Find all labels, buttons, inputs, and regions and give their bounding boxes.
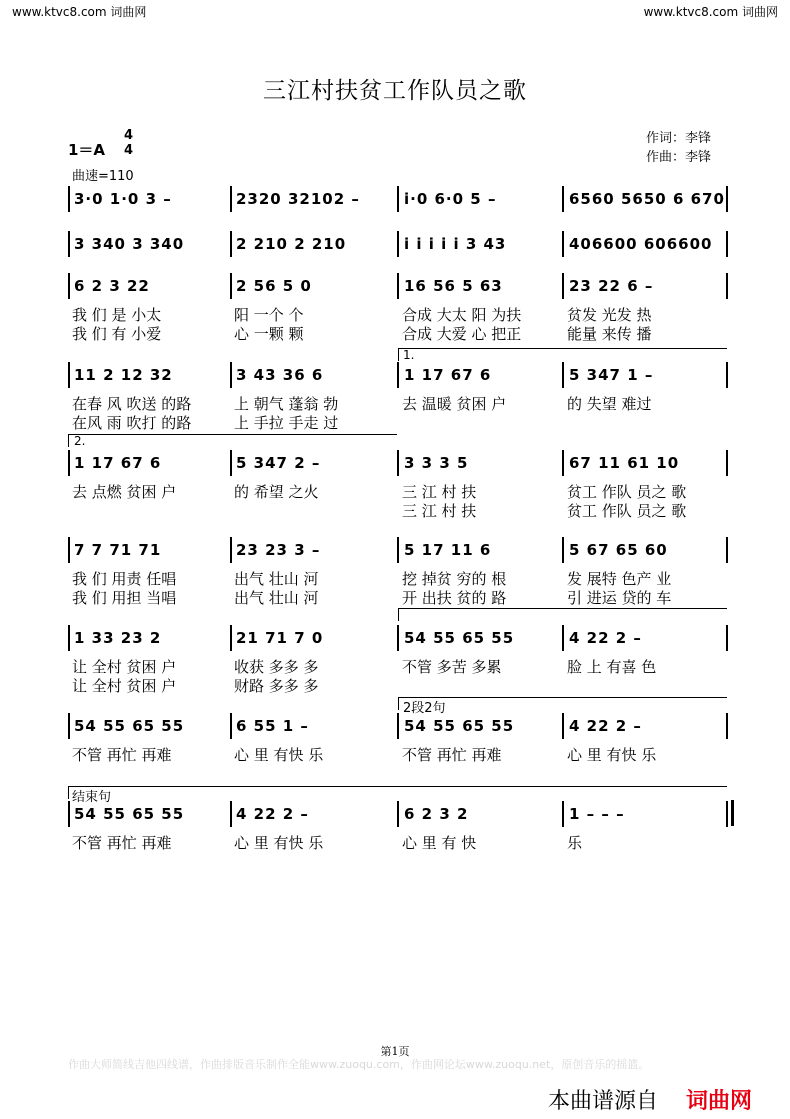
measure-notes: 6560 5650 6 670 [569,190,725,208]
lyric-line-2: 开 出扶 贫的 路 [402,589,507,607]
lyric-line-2: 我 们 有 小爱 [72,325,162,343]
measure-notes: 3 43 36 6 [236,366,324,384]
volta-bracket-final [68,786,727,799]
lyric-line-1: 不管 再忙 再难 [72,834,172,852]
lyric-line-1: 不管 再忙 再难 [402,746,502,764]
measure-notes: 2 56 5 0 [236,277,312,295]
volta-label-1: 1. [403,348,415,362]
barline [68,186,70,212]
barline [68,625,70,651]
measure-notes: 7 7 71 71 [74,541,162,559]
measure-notes: 4 22 2 – [236,805,309,823]
measure-notes: 3 3 3 5 [404,454,469,472]
measure-notes: 5 67 65 60 [569,541,668,559]
lyric-line-1: 收获 多多 多 [234,658,319,676]
lyric-line-2: 财路 多多 多 [234,677,319,695]
lyric-line-1: 的 失望 难过 [567,395,652,413]
lyric-line-1: 心 里 有快 乐 [567,746,657,764]
site-url-right[interactable]: www.ktvc8.com 词曲网 [643,5,778,19]
measure-notes: 3 340 3 340 [74,235,185,253]
lyric-line-1: 让 全村 贫困 户 [72,658,177,676]
lyric-line-2: 引 进运 贷的 车 [567,589,672,607]
measure-notes: 54 55 65 55 [74,717,185,735]
lyric-line-2: 心 一颗 颗 [234,325,304,343]
measure-notes: 23 22 6 – [569,277,654,295]
lyric-line-2: 出气 壮山 河 [234,589,319,607]
measure-notes: 6 2 3 22 [74,277,150,295]
barline [68,801,70,827]
lyric-line-1: 脸 上 有喜 色 [567,658,657,676]
measure-notes: 3·0 1·0 3 – [74,190,172,208]
lyric-line-1: 心 里 有 快 [402,834,477,852]
lyric-line-1: 出气 壮山 河 [234,570,319,588]
measure-notes: 2320 32102 – [236,190,360,208]
final-barline [731,800,734,826]
lyric-line-1: 三 江 村 扶 [402,483,477,501]
barline [68,713,70,739]
measure-notes: 16 56 5 63 [404,277,503,295]
measure-notes: 21 71 7 0 [236,629,324,647]
lyric-line-1: 我 们 是 小太 [72,306,162,324]
measure-notes: 1 17 67 6 [404,366,492,384]
measure-notes: 5 347 1 – [569,366,654,384]
lyric-line-2: 三 江 村 扶 [402,502,477,520]
measure-notes: 5 347 2 – [236,454,321,472]
measure-notes: 54 55 65 55 [404,717,515,735]
source-site-link[interactable]: 词曲网 [686,1089,753,1114]
volta-bracket-3 [398,608,727,621]
lyric-line-2: 贫工 作队 员之 歌 [567,502,687,520]
song-title: 三江村扶贫工作队员之歌 [263,78,527,104]
source-label: 本曲谱源自 [548,1089,659,1114]
barline [68,450,70,476]
measure-notes: 1 – – – [569,805,625,823]
time-signature [124,128,133,158]
barline [68,273,70,299]
volta-label-2: 2. [74,434,86,448]
time-top: 4 [124,128,134,143]
volta-bracket-1 [398,348,727,361]
tempo: 曲速=110 [72,169,134,184]
volta-bracket-2 [68,434,397,447]
volta-label-second-verse: 2段2句 [403,701,446,716]
lyric-line-1: 发 展特 色产 业 [567,570,672,588]
measure-notes: 11 2 12 32 [74,366,173,384]
barline [68,231,70,257]
lyric-line-1: 在春 风 吹送 的路 [72,395,192,413]
footer-note: 作曲大师简线吉他四线谱，作曲排版音乐制作全能www.zuoqu.com，作曲网论坛www.zuoqu.net，原创音乐的摇篮。 [68,1058,650,1071]
measure-notes: 5 17 11 6 [404,541,492,559]
lyric-line-1: 贫工 作队 员之 歌 [567,483,687,501]
measure-notes: 67 11 61 10 [569,454,680,472]
lyric-line-1: 去 温暖 贫困 户 [402,395,507,413]
measure-notes: 54 55 65 55 [74,805,185,823]
lyric-line-1: 挖 掉贫 穷的 根 [402,570,507,588]
measure-notes: 6 55 1 – [236,717,309,735]
lyric-line-2: 合成 大爱 心 把正 [402,325,522,343]
lyric-line-1: 乐 [567,834,583,852]
lyric-line-1: 合成 大太 阳 为扶 [402,306,522,324]
lyric-line-1: 不管 再忙 再难 [72,746,172,764]
measure-notes: 406600 606600 [569,235,713,253]
time-bottom: 4 [124,143,134,158]
measure-notes: 1 33 23 2 [74,629,162,647]
measure-notes: 1 17 67 6 [74,454,162,472]
barline [68,362,70,388]
measure-notes: 6 2 3 2 [404,805,469,823]
key-signature: 1＝A [68,141,106,159]
volta-label-final: 结束句 [72,790,112,805]
composer-credit: 作曲：李锋 [646,150,712,165]
lyric-line-1: 去 点燃 贫困 户 [72,483,177,501]
measure-notes: 23 23 3 – [236,541,321,559]
lyric-line-1: 我 们 用责 任唱 [72,570,177,588]
lyric-line-2: 让 全村 贫困 户 [72,677,177,695]
lyric-line-1: 不管 多苦 多累 [402,658,502,676]
measure-notes: i i i i i 3 43 [404,235,507,253]
page-number: 第1页 [380,1045,410,1058]
volta-bracket-4 [398,697,727,710]
lyric-line-2: 我 们 用担 当唱 [72,589,177,607]
measure-notes: 2 210 2 210 [236,235,347,253]
lyric-line-1: 心 里 有快 乐 [234,746,324,764]
lyric-line-2: 上 手拉 手走 过 [234,414,339,432]
measure-notes: 4 22 2 – [569,717,642,735]
lyric-line-1: 贫发 光发 热 [567,306,652,324]
measure-notes: i·0 6·0 5 – [404,190,497,208]
barline [68,537,70,563]
lyric-line-1: 上 朝气 蓬翁 勃 [234,395,339,413]
lyric-line-2: 能量 来传 播 [567,325,652,343]
lyric-line-1: 心 里 有快 乐 [234,834,324,852]
lyric-line-1: 的 希望 之火 [234,483,319,501]
site-url-left[interactable]: www.ktvc8.com 词曲网 [12,5,147,19]
lyric-line-1: 阳 一个 个 [234,306,304,324]
measure-notes: 54 55 65 55 [404,629,515,647]
measure-notes: 4 22 2 – [569,629,642,647]
lyric-line-2: 在风 雨 吹打 的路 [72,414,192,432]
lyricist-credit: 作词：李锋 [646,131,712,146]
